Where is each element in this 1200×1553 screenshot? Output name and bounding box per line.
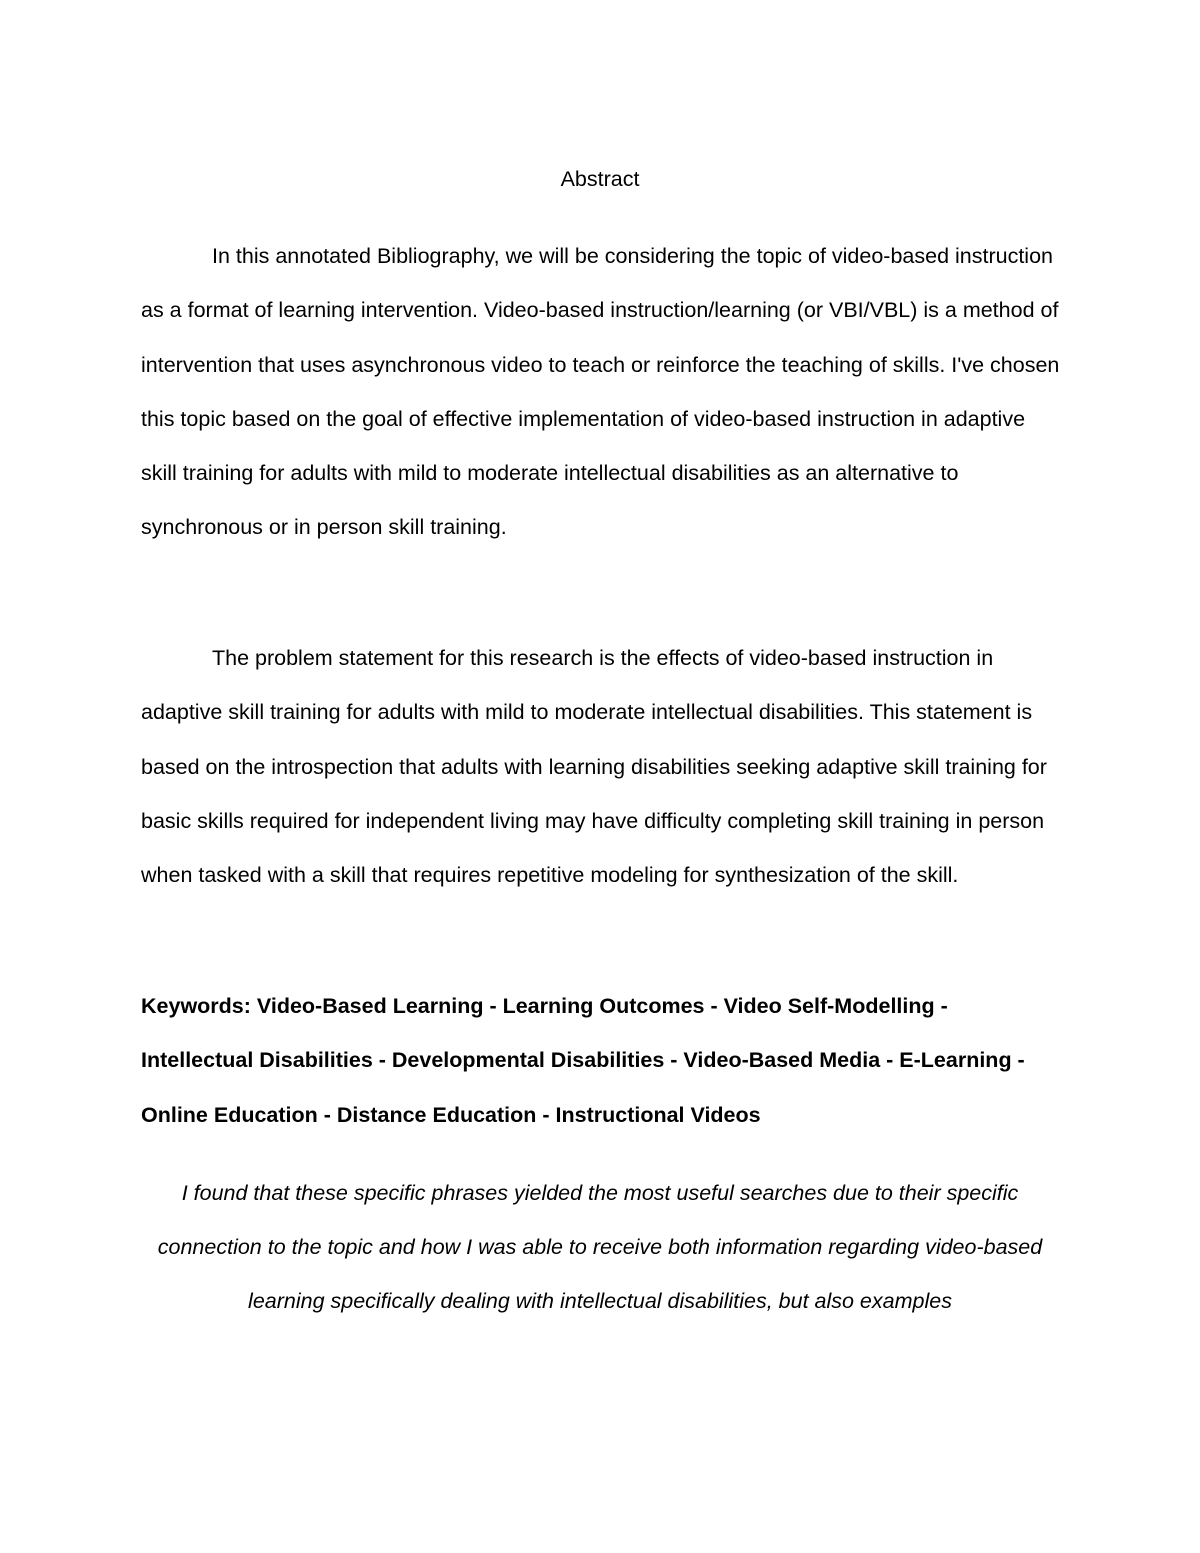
paragraph-intro: In this annotated Bibliography, we will be considering the topic of video-based instruction as a format of learning intervention. Video-based instruction/learning (or VBI/VBL) is a method of intervention that uses asynchronous video to teach or reinforce the teaching of skills. I've chosen this topic based on the goal of effective implementation of video-based instruction in adaptive skill training for adults with mild to moderate intellectual disabilities as an alternative to synchronous or in person skill training. <box>141 244 1060 540</box>
abstract-title: Abstract <box>560 167 640 191</box>
keywords-list: Keywords: Video-Based Learning - Learning Outcomes - Video Self-Modelling - Intellectual Disabilities - Developmental Disabilities - Video-Based Media - E-Learning - Online Education - Distance Education - Instructional Videos <box>141 994 1025 1127</box>
search-note: I found that these specific phrases yielded the most useful searches due to their specific connection to the topic and how I was able to receive both information regarding video-based learning specifically dealing with intellectual disabilities, but also examples <box>157 1181 1043 1313</box>
paragraph-problem-statement: The problem statement for this research is the effects of video-based instruction in adaptive skill training for adults with mild to moderate intellectual disabilities. This statement is based on the introspection that adults with learning disabilities seeking adaptive skill training for basic skills required for independent living may have difficulty completing skill training in person when tasked with a skill that requires repetitive modeling for synthesization of the skill. <box>141 646 1047 888</box>
